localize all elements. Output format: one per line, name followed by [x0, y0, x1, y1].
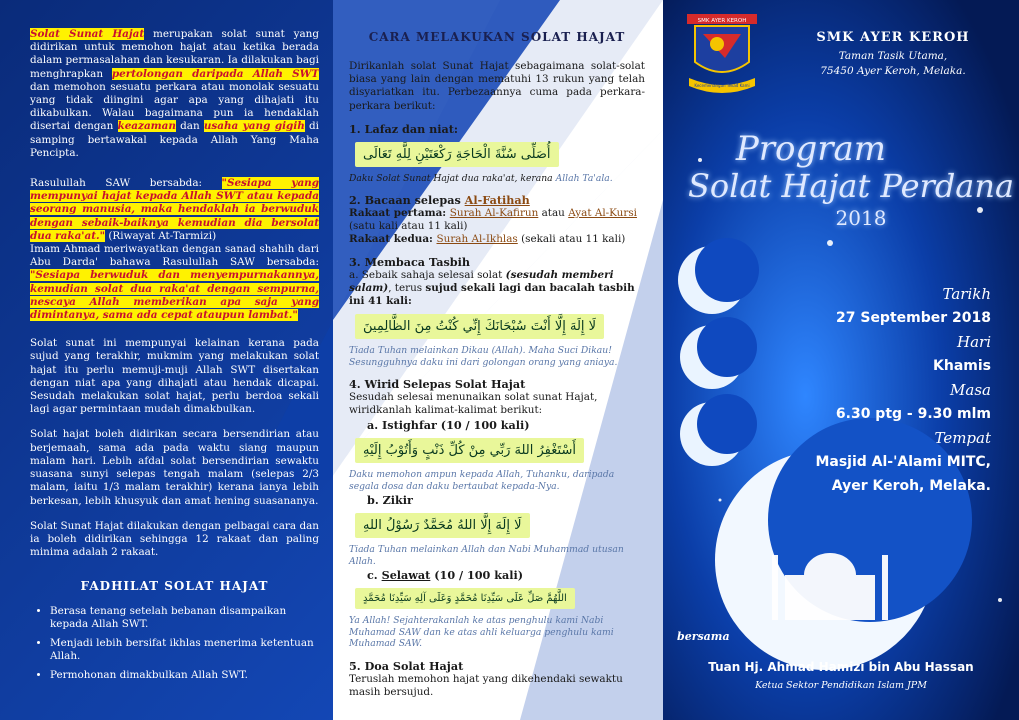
paragraph-sujud: Solat sunat ini mempunyai kelainan kerana pada sujud yang terakhir, mukmim yang melakukan solat hajat itu perlu memuji-muji Allah SWT disertakan dengan niat apa yang dihajati atau hendak dicapai. Sesudah melakukan solat hajat, perlu berdoa sekali lagi agar permintaan mudah dimakbulkan. — [30, 337, 319, 416]
masa-label: Masa — [950, 381, 991, 399]
hadith-1-quote: "Sesiapa yang mempunyai hajat kepada Allah SWT atau kepada seorang manusia, maka hendaklah ia berwuduk dengan sebaik-baiknya kemudian dia bersolat dua raka'at." — [30, 177, 319, 242]
istighfar-translation: Daku memohon ampun kepada Allah, Tuhanku, daripada segala dosa dan daku bertaubat kepada-Nya. — [349, 469, 615, 492]
rakaat-pertama — [349, 207, 645, 233]
fadhilat-item: • Berasa tenang setelah bebanan disampaikan kepada Allah SWT. — [50, 605, 319, 631]
tempat-label: Tempat — [934, 429, 991, 447]
step-5-title: 5. Doa Solat Hajat — [349, 658, 464, 673]
selawat-count: (10 / 100 kali) — [430, 568, 524, 583]
program-year: 2018 — [835, 206, 887, 230]
guest-name: Tuan Hj. Ahmad Hamizi bin Abu Hassan — [708, 660, 974, 674]
event-venue-2: Ayer Keroh, Melaka. — [831, 478, 991, 494]
istighfar-title: a. Istighfar (10 / 100 kali) — [367, 418, 530, 433]
hadith-1-lead: Rasulullah SAW bersabda: — [30, 177, 222, 190]
event-day: Khamis — [933, 358, 991, 374]
intro-paragraph — [30, 28, 319, 160]
tasbih-text-b: (sesudah memberi salam) — [349, 269, 614, 295]
intro-text-2: dan memohon sesuatu perkara atau monolak sesuatu yang tidak diingini agar apa yang dihajati itu dikabulkan. Walau bagaimana pun ia hendaklah disertai dengan — [30, 80, 319, 133]
intro-text-4: di samping bertawakal kepada Allah Yang Maha Pencipta. — [30, 120, 319, 159]
hadith-1-source: (Riwayat At-Tarmizi) — [105, 229, 217, 242]
rakaat-pertama-atau: atau — [538, 207, 569, 220]
fadhilat-item: • Menjadi lebih bersifat ikhlas menerima ketentuan Allah. — [50, 637, 319, 663]
link-selawat[interactable]: Selawat — [381, 568, 431, 583]
rakaat-kedua — [349, 233, 645, 246]
event-time: 6.30 ptg - 9.30 mlm — [835, 406, 991, 422]
hadith-2-lead: Imam Ahmad meriwayatkan dengan sanad shahih dari Abu Darda' bahawa Rasulullah SAW bersabda: — [30, 243, 319, 269]
tasbih-instruction — [349, 269, 645, 308]
link-al-fatihah[interactable]: Al-Fatihah — [464, 193, 530, 208]
logo-ribbon-text: Kecemerlangan Tekad Kami — [694, 83, 750, 88]
zikir-arabic: لَا إِلَهَ إِلَّا اللهُ مُحَمَّدٌ رَسُوْلُ اللهِ — [355, 513, 530, 538]
hadith-tirmizi — [30, 177, 319, 243]
step-4-title: 4. Wirid Selepas Solat Hajat — [349, 377, 526, 392]
doa-text: Teruslah memohon hajat yang dikehendaki sewaktu masih bersujud. — [349, 672, 623, 698]
rakaat-pertama-label: Rakaat pertama: — [349, 207, 450, 220]
school-name: SMK AYER KEROH — [816, 30, 970, 45]
rakaat-kedua-count: (sekali atau 11 kali) — [517, 233, 626, 246]
fadhilat-item: • Permohonan dimakbulkan Allah SWT. — [50, 669, 319, 682]
panel-cover — [663, 0, 1019, 720]
fadhilat-list — [30, 605, 319, 682]
bersama-label: bersama — [677, 630, 730, 643]
cara-heading: CARA MELAKUKAN SOLAT HAJAT — [368, 30, 626, 44]
intro-text-3: dan — [175, 120, 204, 133]
program-title-line-1: Program — [735, 129, 887, 169]
link-surah-al-kafirun[interactable]: Surah Al-Kafirun — [449, 207, 539, 220]
rakaat-pertama-count: (satu kali atau 11 kali) — [349, 220, 468, 233]
tasbih-text-d: sujud sekali lagi dan bacalah tasbih ini 41 kali: — [349, 282, 635, 308]
zikir-translation: Tiada Tuhan melainkan Allah dan Nabi Muhammad utusan Allah. — [349, 544, 624, 567]
paragraph-berjemaah: Solat hajat boleh didirikan secara bersendirian atau berjemaah, sama ada pada waktu siang maupun malam hari. Lebih afdal solat bersendirian sewaktu suasana sunyi selepas tengah malam (selepas 2/3 malam, iaitu 1/3 malam terakhir) kerana ianya lebih berkesan, lebih khusyuk dan amat hening suasananya. — [30, 428, 319, 507]
tasbih-arabic: لَا إِلَهَ إِلَّا أَنْتَ سُبْحَانَكَ إِنِّي كُنْتُ مِنَ الظَّالِمِينَ — [355, 314, 604, 339]
step-2-title — [349, 194, 645, 207]
school-address-1: Taman Tasik Utama, — [838, 50, 948, 62]
intro-term: Solat Sunat Hajat — [30, 28, 145, 40]
school-logo-icon — [685, 12, 759, 98]
guest-role: Ketua Sektor Pendidikan Islam JPM — [755, 680, 927, 691]
tasbih-text-a: a. Sebaik sahaja selesai solat — [349, 269, 506, 282]
rakaat-kedua-label: Rakaat kedua: — [349, 233, 437, 246]
step-2-label: 2. Bacaan selepas — [349, 193, 465, 208]
niat-translation-text: Daku Solat Sunat Hajat dua raka'at, kerana — [349, 172, 556, 184]
hadith-ahmad — [30, 243, 319, 322]
school-address-2: 75450 Ayer Keroh, Melaka. — [820, 65, 966, 77]
step-1-title: 1. Lafaz dan niat: — [349, 121, 459, 136]
istighfar-arabic: أَسْتَغْفِرُ اللهَ رَبِّي مِنْ كُلِّ ذَنْبٍ وَأَتُوْبُ إِلَيْهِ — [355, 438, 584, 463]
panel-cara-solat — [333, 0, 663, 720]
program-title-line-2: Solat Hajat Perdana — [687, 167, 1015, 205]
cara-intro: Dirikanlah solat Sunat Hajat sebagaimana solat-solat biasa yang lain dengan mematuhi 13 rukun yang telah disyariatkan itu. Perbezaannya cuma pada perkara-perkara berikut: — [349, 60, 645, 112]
intro-text-1: merupakan solat sunat yang didirikan untuk memohon hajat atau ketika berada dalam permasalahan dan kesukaran. Ia dilakukan bagi menghrapkan — [30, 28, 319, 80]
logo-text: SMK AYER KEROH — [697, 18, 747, 24]
intro-emphasis-1: pertolongan daripada Allah SWT — [111, 67, 320, 80]
wirid-intro: Sesudah selesai menunaikan solat sunat Hajat, wiridkanlah kalimat-kalimat berikut: — [349, 391, 598, 417]
tasbih-translation: Tiada Tuhan melainkan Dikau (Allah). Maha Suci Dikau! Sesungguhnya daku ini dari golongan orang yang aniaya. — [349, 345, 618, 368]
program-title — [663, 130, 1019, 230]
event-venue-1: Masjid Al-'Alami MITC, — [815, 454, 991, 470]
link-ayat-al-kursi[interactable]: Ayat Al-Kursi — [568, 207, 637, 220]
intro-emphasis-2: keazaman — [117, 120, 176, 133]
selawat-translation: Ya Allah! Sejahterakanlah ke atas penghulu kami Nabi Muhamad SAW dan ke atas ahli keluarga penghulu kami Muhamad SAW. — [349, 615, 614, 650]
niat-translation-allah: Allah Ta'ala. — [555, 172, 613, 184]
link-surah-al-ikhlas[interactable]: Surah Al-Ikhlas — [436, 233, 518, 246]
tasbih-text-c: , terus — [388, 282, 426, 295]
zikir-title: b. Zikir — [367, 493, 413, 508]
tarikh-label: Tarikh — [942, 285, 991, 303]
hadith-2-quote: "Sesiapa berwuduk dan menyempurnakannya, kemudian solat dua raka'at dengan sempurna, nescaya Allah memberikan apa saja yang dimintanya, sama ada cepat ataupun lambat." — [30, 269, 319, 322]
niat-arabic: أُصَلِّى سُنَّةَ الْحَاجَةِ رَكْعَتَيْنِ لِلَّهِ تَعَالَى — [355, 142, 559, 167]
hari-label: Hari — [957, 333, 991, 351]
event-details — [815, 282, 991, 498]
school-header — [773, 30, 1013, 79]
panel-introduction — [0, 0, 333, 720]
step-3-title: 3. Membaca Tasbih — [349, 255, 470, 270]
paragraph-rakaat: Solat Sunat Hajat dilakukan dengan pelbagai cara dan ia boleh didirikan sehingga 12 rakaat dan paling minima adalah 2 rakaat. — [30, 519, 319, 559]
event-date: 27 September 2018 — [836, 310, 991, 326]
selawat-arabic: اللَّهُمَّ صَلِّ عَلَى سَيِّدِنَا مُحَمَّدٍ وَعَلَى آلِهِ سَيِّدِنَا مُحَمَّدٍ — [355, 588, 575, 609]
niat-translation — [349, 173, 645, 185]
selawat-prefix: c. — [367, 568, 382, 583]
intro-emphasis-3: usaha yang gigih — [203, 120, 305, 133]
fadhilat-heading: FADHILAT SOLAT HAJAT — [80, 579, 269, 594]
selawat-title — [349, 569, 645, 582]
